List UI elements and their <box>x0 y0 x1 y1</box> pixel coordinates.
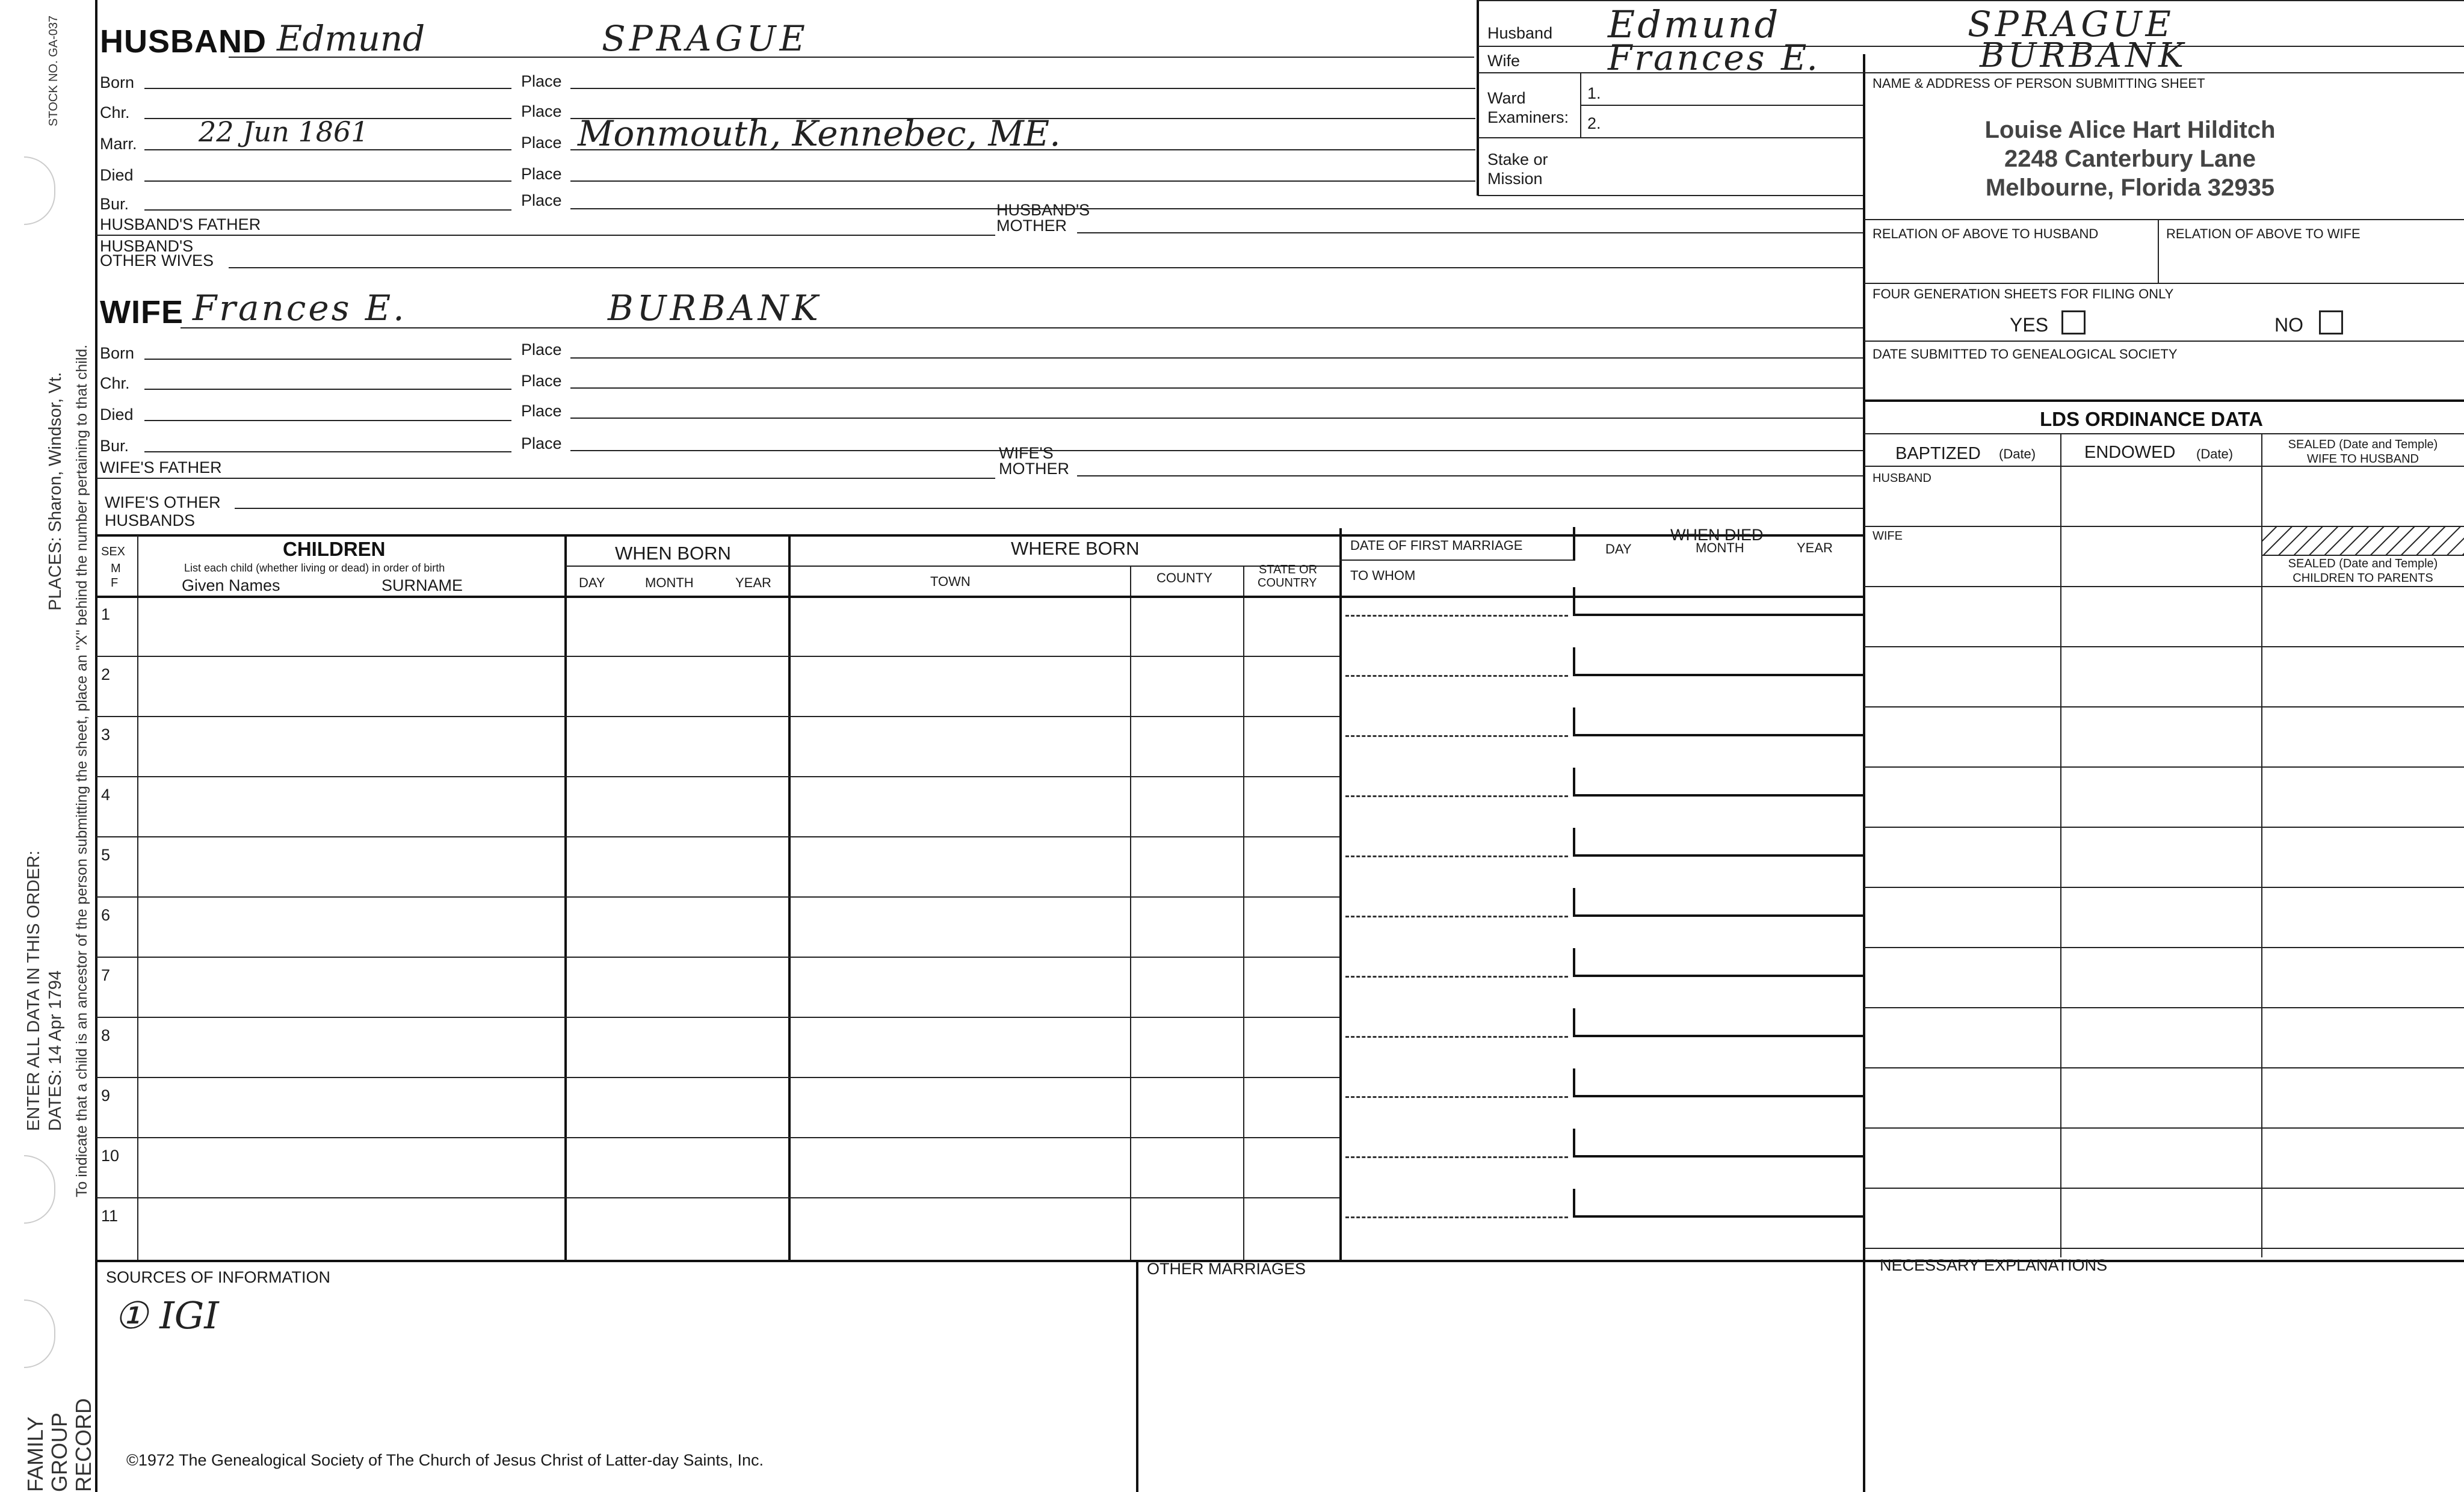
death-date-line <box>1573 1155 1863 1158</box>
right-panel-divider <box>1863 54 1865 1492</box>
husband-died-place-label: Place <box>521 165 562 183</box>
no-label: NO <box>2274 314 2303 336</box>
ward-label-1: Ward <box>1487 89 1526 107</box>
punch-hole <box>24 1299 55 1368</box>
child-row-number: 10 <box>101 1147 120 1165</box>
to-whom-header: TO WHOM <box>1350 568 1416 583</box>
husband-born-label: Born <box>100 73 135 91</box>
form-title-record: RECORD <box>71 1398 96 1492</box>
lds-row-divider <box>1864 766 2464 768</box>
wifes-mother-label-2: MOTHER <box>999 460 1069 478</box>
death-date-line <box>1573 614 1863 616</box>
husband-bur-place-label: Place <box>521 191 562 209</box>
baptized-label: BAPTIZED <box>1895 444 1981 463</box>
wife-given-name: Frances E. <box>193 288 407 328</box>
husband-marr-label: Marr. <box>100 135 137 153</box>
sealed-wife-husband-label-1: SEALED (Date and Temple) <box>2288 438 2438 451</box>
tr-husband-label: Husband <box>1487 24 1553 42</box>
husbands-mother-label-1: HUSBAND'S <box>996 201 1090 219</box>
row-divider <box>96 716 1339 717</box>
child-row-number: 9 <box>101 1087 111 1105</box>
husband-marriage-date: 22 Jun 1861 <box>199 116 369 148</box>
death-date-bracket <box>1573 828 1575 855</box>
lds-row-divider <box>1864 1007 2464 1008</box>
given-names-header: Given Names <box>182 576 280 594</box>
sealed-children-parents-label-2: CHILDREN TO PARENTS <box>2293 572 2433 585</box>
death-date-bracket <box>1573 707 1575 735</box>
marriage-divider <box>1345 855 1568 857</box>
husband-chr-place-label: Place <box>521 102 562 120</box>
lds-wife-label: WIFE <box>1873 529 1903 543</box>
husbands-other-wives-label-1: HUSBAND'S <box>100 237 194 255</box>
died-month-header: MONTH <box>1696 540 1744 555</box>
date-submitted-label: DATE SUBMITTED TO GENEALOGICAL SOCIETY <box>1873 347 2178 362</box>
children-heading: CHILDREN <box>283 538 386 560</box>
submitter-heading: NAME & ADDRESS OF PERSON SUBMITTING SHEET <box>1873 76 2205 91</box>
child-row-number: 11 <box>101 1207 119 1225</box>
wife-bur-label: Bur. <box>100 437 129 455</box>
death-date-line <box>1573 1215 1863 1218</box>
state-header-2: COUNTRY <box>1258 576 1317 590</box>
lds-row-divider <box>1864 646 2464 647</box>
death-date-line <box>1573 734 1863 736</box>
death-date-line <box>1573 1095 1863 1097</box>
death-date-line <box>1573 1035 1863 1037</box>
sex-f-label: F <box>111 576 119 590</box>
husbands-mother-label-2: MOTHER <box>996 217 1067 235</box>
wifes-mother-label-1: WIFE'S <box>999 444 1054 462</box>
wife-chr-label: Chr. <box>100 374 130 392</box>
husband-heading: HUSBAND <box>100 23 267 60</box>
child-row-number: 6 <box>101 906 111 924</box>
death-date-line <box>1573 975 1863 977</box>
marriage-divider <box>1345 735 1568 737</box>
row-divider <box>96 1017 1339 1018</box>
lds-row-divider <box>1864 827 2464 828</box>
no-checkbox[interactable] <box>2319 310 2343 334</box>
row-divider <box>96 1077 1339 1078</box>
county-header: COUNTY <box>1156 570 1212 585</box>
lds-row-divider <box>1864 1248 2464 1249</box>
wife-born-place-label: Place <box>521 341 562 359</box>
born-day-header: DAY <box>579 575 605 590</box>
sealed-children-parents-label-1: SEALED (Date and Temple) <box>2288 557 2438 570</box>
marriage-divider <box>1345 675 1568 677</box>
row-divider <box>96 776 1339 777</box>
other-marriages-label: OTHER MARRIAGES <box>1147 1260 1306 1278</box>
lds-row-divider <box>1864 706 2464 707</box>
death-date-bracket <box>1573 1129 1575 1156</box>
husband-marriage-place: Monmouth, Kennebec, ME. <box>578 113 1061 154</box>
sources-value: ① IGI <box>114 1293 219 1337</box>
form-title-family: FAMILY <box>23 1416 48 1492</box>
husband-bur-label: Bur. <box>100 195 129 213</box>
yes-label: YES <box>2010 314 2049 336</box>
examiner-2: 2. <box>1587 114 1601 132</box>
child-row-number: 4 <box>101 786 111 804</box>
row-divider <box>96 1137 1339 1138</box>
wifes-other-husbands-label-2: HUSBANDS <box>105 511 196 529</box>
yes-checkbox[interactable] <box>2061 310 2086 334</box>
child-row-number: 7 <box>101 966 111 984</box>
punch-hole <box>24 156 55 225</box>
death-date-bracket <box>1573 948 1575 976</box>
born-year-header: YEAR <box>735 575 771 590</box>
child-row-number: 1 <box>101 605 111 623</box>
sources-label: SOURCES OF INFORMATION <box>106 1268 331 1286</box>
ancestor-instruction: To indicate that a child is an ancestor of the person submitting the sheet, place an "X" behind the number pertaining to that child. <box>73 344 90 1197</box>
row-divider <box>96 957 1339 958</box>
tr-wife-given: Frances <box>1608 37 1767 78</box>
when-born-header: WHEN BORN <box>615 543 731 564</box>
death-date-bracket <box>1573 1068 1575 1096</box>
examiner-1: 1. <box>1587 84 1601 102</box>
husband-chr-label: Chr. <box>100 103 130 122</box>
children-instruction: List each child (whether living or dead) in order of birth <box>184 562 445 574</box>
death-date-bracket <box>1573 1008 1575 1036</box>
row-divider <box>96 836 1339 837</box>
death-date-line <box>1573 854 1863 857</box>
marriage-divider <box>1345 1036 1568 1038</box>
when-died-header: WHEN DIED <box>1670 526 1764 544</box>
lds-title: LDS ORDINANCE DATA <box>2040 408 2263 430</box>
wife-born-label: Born <box>100 344 135 362</box>
copyright: ©1972 The Genealogical Society of The Church of Jesus Christ of Latter-day Saints, Inc. <box>126 1451 764 1469</box>
lds-row-divider <box>1864 947 2464 948</box>
baptized-date-label: (Date) <box>1999 446 2036 461</box>
tr-husband-surname: SPRAGUE <box>1968 4 2175 45</box>
lds-row-divider <box>1864 1127 2464 1129</box>
submitter-street: 2248 Canterbury Lane <box>2004 146 2256 172</box>
dates-order: DATES: 14 Apr 1794 <box>46 970 65 1131</box>
enter-all-data: ENTER ALL DATA IN THIS ORDER: <box>24 850 43 1131</box>
marriage-divider <box>1345 1096 1568 1098</box>
marriage-divider <box>1345 1216 1568 1218</box>
row-divider <box>96 1197 1339 1198</box>
form-title-group: GROUP <box>47 1412 72 1492</box>
husband-surname: SPRAGUE <box>602 18 809 59</box>
stake-label-1: Stake or <box>1487 150 1548 168</box>
lds-row-divider <box>1864 1188 2464 1189</box>
surname-header: SURNAME <box>381 576 463 594</box>
marriage-divider <box>1345 916 1568 917</box>
row-divider <box>96 896 1339 898</box>
death-date-line <box>1573 914 1863 917</box>
died-day-header: DAY <box>1605 541 1632 556</box>
endowed-date-label: (Date) <box>2196 446 2234 461</box>
husband-marr-place-label: Place <box>521 134 562 152</box>
marriage-divider <box>1345 615 1568 617</box>
lds-row-divider <box>1864 887 2464 888</box>
husbands-other-wives-label-2: OTHER WIVES <box>100 251 214 270</box>
tr-wife-surname: BURBANK <box>1980 36 2187 75</box>
stock-number: STOCK NO. GA-037 <box>47 15 60 126</box>
husbands-father-label: HUSBAND'S FATHER <box>100 215 261 233</box>
tr-wife-label: Wife <box>1487 52 1520 70</box>
state-header-1: STATE OR <box>1259 563 1318 576</box>
divider <box>1477 0 1479 196</box>
wife-died-place-label: Place <box>521 402 562 420</box>
ward-label-2: Examiners: <box>1487 108 1569 126</box>
death-date-bracket <box>1573 768 1575 795</box>
marriage-divider <box>1345 976 1568 978</box>
necessary-explanations-label: NECESSARY EXPLANATIONS <box>1880 1256 2108 1274</box>
sex-label: SEX <box>101 545 126 558</box>
town-header: TOWN <box>930 574 971 589</box>
lds-row-divider <box>1864 1067 2464 1068</box>
died-year-header: YEAR <box>1797 540 1833 555</box>
death-date-bracket <box>1573 587 1575 615</box>
endowed-label: ENDOWED <box>2084 443 2176 462</box>
relation-to-husband-label: RELATION OF ABOVE TO HUSBAND <box>1873 226 2099 241</box>
hatched-area <box>2261 526 2464 556</box>
wife-died-label: Died <box>100 405 134 424</box>
sealed-wife-husband-label-2: WIFE TO HUSBAND <box>2307 452 2419 466</box>
tr-husband-given: Edmund <box>1608 2 1781 46</box>
first-marriage-header: DATE OF FIRST MARRIAGE <box>1350 538 1523 553</box>
marriage-divider <box>1345 795 1568 797</box>
wife-heading: WIFE <box>100 294 184 330</box>
wife-surname: BURBANK <box>608 288 822 328</box>
child-row-number: 2 <box>101 665 111 683</box>
relation-to-wife-label: RELATION OF ABOVE TO WIFE <box>2166 226 2361 241</box>
submitter-city: Melbourne, Florida 32935 <box>1985 174 2275 201</box>
wife-bur-place-label: Place <box>521 434 562 452</box>
husband-given-name: Edmund <box>277 18 425 59</box>
lds-husband-label: HUSBAND <box>1873 472 1931 485</box>
where-born-header: WHERE BORN <box>1011 538 1140 559</box>
child-row-number: 3 <box>101 726 111 744</box>
death-date-bracket <box>1573 1189 1575 1216</box>
punch-hole <box>24 1155 55 1224</box>
wifes-other-husbands-label-1: WIFE'S OTHER <box>105 493 221 511</box>
tr-wife-initial: E. <box>1781 37 1818 78</box>
death-date-bracket <box>1573 647 1575 675</box>
husband-born-place-label: Place <box>521 72 562 90</box>
death-date-line <box>1573 794 1863 797</box>
row-divider <box>96 656 1339 657</box>
death-date-bracket <box>1573 888 1575 916</box>
four-generation-label: FOUR GENERATION SHEETS FOR FILING ONLY <box>1873 286 2174 301</box>
wifes-father-label: WIFE'S FATHER <box>100 458 222 476</box>
sex-m-label: M <box>111 562 121 575</box>
husband-died-label: Died <box>100 166 134 184</box>
child-row-number: 5 <box>101 846 111 864</box>
marriage-divider <box>1345 1156 1568 1158</box>
wife-chr-place-label: Place <box>521 372 562 390</box>
submitter-name: Louise Alice Hart Hilditch <box>1984 117 2276 143</box>
stake-label-2: Mission <box>1487 170 1543 188</box>
death-date-line <box>1573 674 1863 676</box>
born-month-header: MONTH <box>645 575 694 590</box>
child-row-number: 8 <box>101 1026 111 1044</box>
left-border <box>95 0 97 1492</box>
places-order: PLACES: Sharon, Windsor, Vt. <box>46 372 65 611</box>
